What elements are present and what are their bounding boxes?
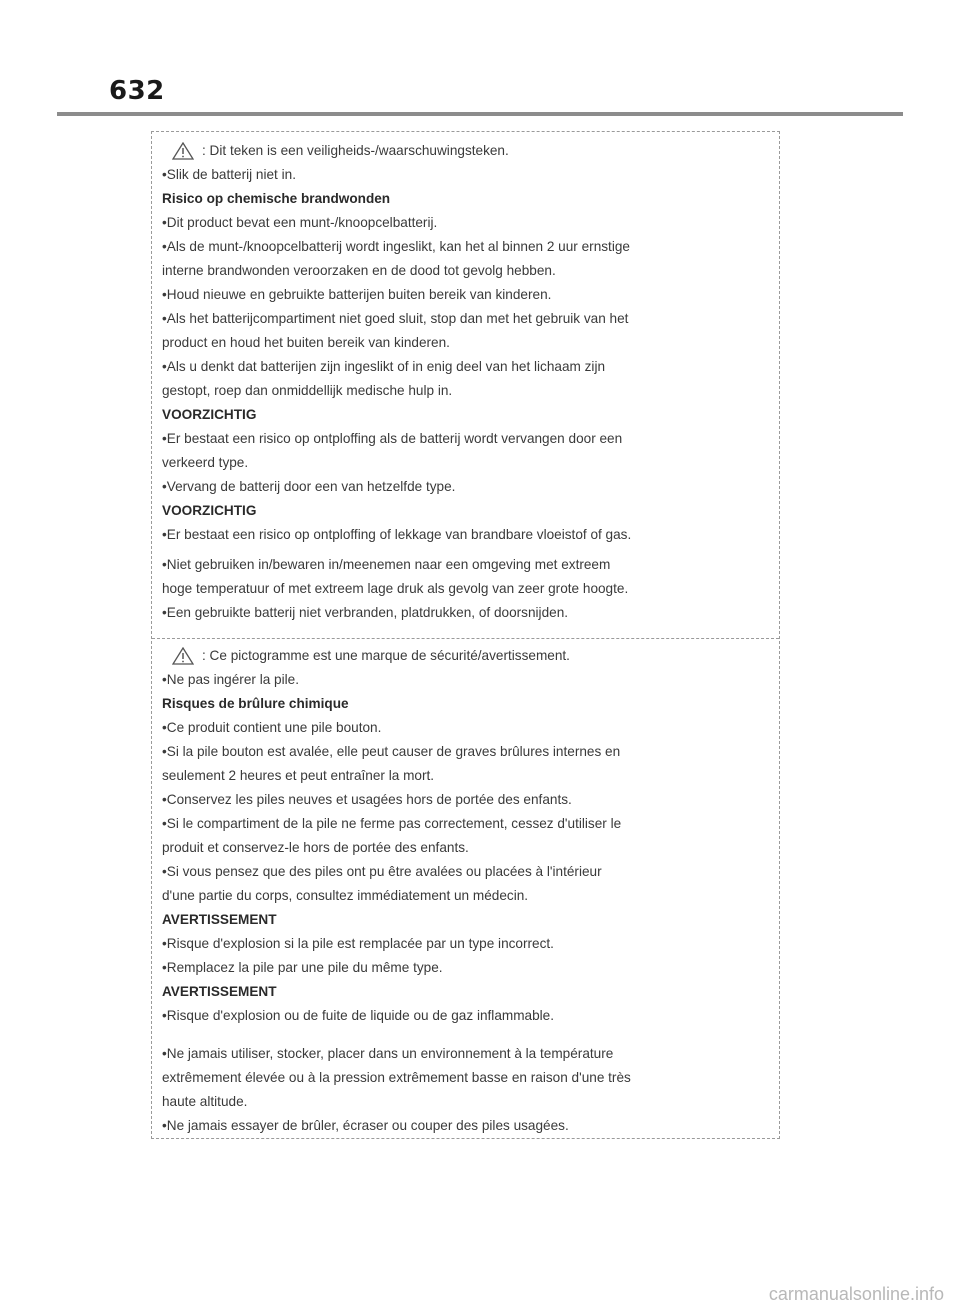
- french-line: extrêmement élevée ou à la pression extrêmement basse en raison d'une très: [162, 1070, 631, 1085]
- dutch-heading: VOORZICHTIG: [162, 407, 257, 422]
- dutch-heading: Risico op chemische brandwonden: [162, 191, 391, 206]
- french-heading: AVERTISSEMENT: [162, 984, 277, 999]
- french-line: •Conservez les piles neuves et usagées hors de portée des enfants.: [162, 792, 572, 807]
- dutch-symbol-line: [172, 142, 509, 160]
- french-heading: AVERTISSEMENT: [162, 912, 277, 927]
- french-line: •Ne jamais essayer de brûler, écraser ou couper des piles usagées.: [162, 1118, 569, 1133]
- dutch-line: •Niet gebruiken in/bewaren in/meenemen naar een omgeving met extreem: [162, 557, 611, 572]
- warning-triangle-icon: [172, 142, 194, 160]
- french-line: •Risque d'explosion ou de fuite de liquide ou de gaz inflammable.: [162, 1008, 555, 1023]
- dutch-line: gestopt, roep dan onmiddellijk medische hulp in.: [162, 383, 453, 398]
- dutch-symbol-text: : Dit teken is een veiligheids-/waarschuwingsteken.: [202, 143, 509, 158]
- dutch-heading: VOORZICHTIG: [162, 503, 257, 518]
- french-symbol-text: : Ce pictogramme est une marque de sécurité/avertissement.: [202, 648, 570, 663]
- dutch-line: product en houd het buiten bereik van kinderen.: [162, 335, 450, 350]
- page-number: 632: [109, 76, 165, 106]
- french-line: haute altitude.: [162, 1094, 248, 1109]
- french-line: produit et conservez-le hors de portée des enfants.: [162, 840, 469, 855]
- dutch-line: •Als de munt-/knoopcelbatterij wordt ingeslikt, kan het al binnen 2 uur ernstige: [162, 239, 630, 254]
- dutch-line: •Er bestaat een risico op ontploffing of lekkage van brandbare vloeistof of gas.: [162, 527, 632, 542]
- dutch-line: •Dit product bevat een munt-/knoopcelbatterij.: [162, 215, 438, 230]
- french-heading: Risques de brûlure chimique: [162, 696, 349, 711]
- french-symbol-line: [172, 647, 570, 665]
- watermark: carmanualsonline.info: [768, 1284, 944, 1304]
- dutch-line: •Slik de batterij niet in.: [162, 167, 296, 182]
- french-line: •Ce produit contient une pile bouton.: [162, 720, 382, 735]
- dutch-line: verkeerd type.: [162, 455, 249, 470]
- dutch-line: •Vervang de batterij door een van hetzelfde type.: [162, 479, 456, 494]
- dutch-line: •Als het batterijcompartiment niet goed sluit, stop dan met het gebruik van het: [162, 311, 629, 326]
- dutch-line: •Als u denkt dat batterijen zijn ingeslikt of in enig deel van het lichaam zijn: [162, 359, 606, 374]
- battery-warning-box: [151, 131, 780, 1139]
- dutch-line: hoge temperatuur of met extreem lage druk als gevolg van zeer grote hoogte.: [162, 581, 629, 596]
- french-line: •Remplacez la pile par une pile du même type.: [162, 960, 443, 975]
- header-rule: [57, 112, 903, 116]
- dutch-line: •Houd nieuwe en gebruikte batterijen buiten bereik van kinderen.: [162, 287, 552, 302]
- french-line: •Ne jamais utiliser, stocker, placer dans un environnement à la température: [162, 1046, 614, 1061]
- french-line: seulement 2 heures et peut entraîner la mort.: [162, 768, 435, 783]
- french-line: •Si la pile bouton est avalée, elle peut causer de graves brûlures internes en: [162, 744, 621, 759]
- dutch-section: [152, 132, 779, 638]
- french-line: •Risque d'explosion si la pile est remplacée par un type incorrect.: [162, 936, 554, 951]
- warning-triangle-icon: [172, 647, 194, 665]
- french-line: •Si vous pensez que des piles ont pu être avalées ou placées à l'intérieur: [162, 864, 602, 879]
- french-line: •Ne pas ingérer la pile.: [162, 672, 299, 687]
- french-section: [152, 638, 779, 1139]
- french-line: •Si le compartiment de la pile ne ferme pas correctement, cessez d'utiliser le: [162, 816, 622, 831]
- french-line: d'une partie du corps, consultez immédiatement un médecin.: [162, 888, 529, 903]
- dutch-line: •Er bestaat een risico op ontploffing als de batterij wordt vervangen door een: [162, 431, 623, 446]
- dutch-line: •Een gebruikte batterij niet verbranden, platdrukken, of doorsnijden.: [162, 605, 569, 620]
- dutch-line: interne brandwonden veroorzaken en de dood tot gevolg hebben.: [162, 263, 556, 278]
